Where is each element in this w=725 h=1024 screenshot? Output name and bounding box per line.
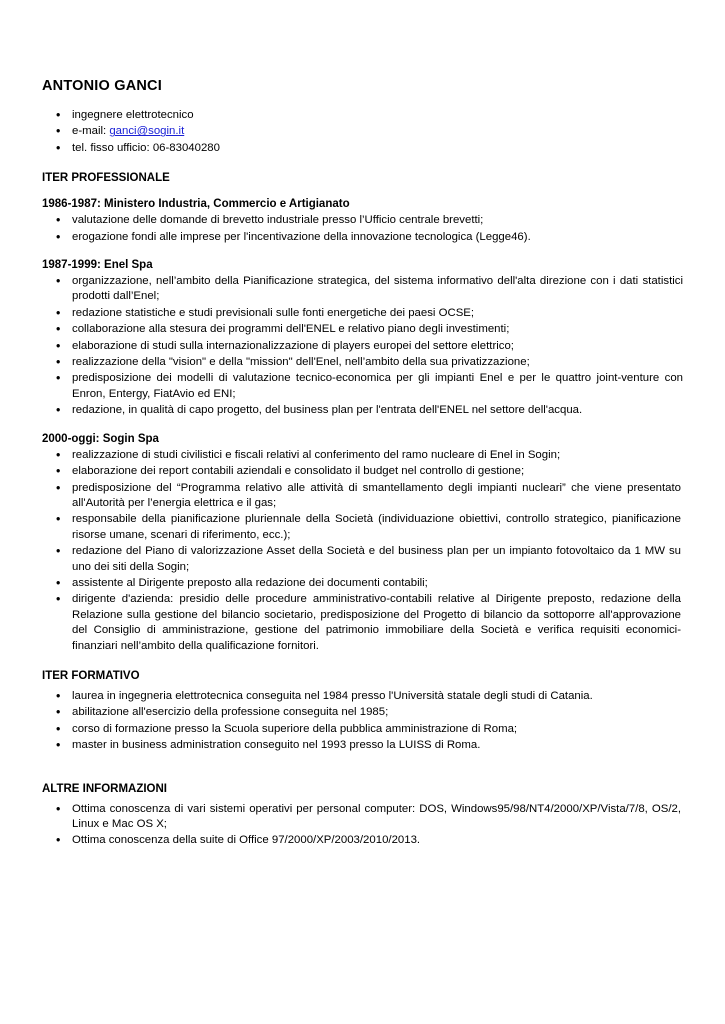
contact-list: [42, 108, 683, 156]
job-items-enel: [42, 274, 683, 419]
formative-items: [42, 689, 683, 754]
section-heading-other: ALTRE INFORMAZIONI: [42, 782, 167, 795]
list-item: • abilitazione all'esercizio della professione conseguita nel 1985;: [42, 705, 683, 720]
job-items-ministero: [42, 213, 683, 245]
job-items-sogin: [42, 448, 683, 654]
list-item: • Ottima conoscenza della suite di Office 97/2000/XP/2003/2010/2013.: [42, 833, 683, 848]
list-item: • assistente al Dirigente preposto alla redazione dei documenti contabili;: [42, 576, 683, 591]
list-item: • responsabile della pianificazione pluriennale della Società (individuazione obiettivi, controllo strategico, pianificazione risorse umane, scenari di riferimento, ecc.);: [42, 512, 683, 543]
job-heading-enel: 1987-1999: Enel Spa: [42, 259, 153, 272]
contact-text: tel. fisso ufficio: 06-83040280: [72, 141, 220, 154]
other-items: [42, 802, 683, 849]
list-item: • elaborazione di studi sulla internazionalizzazione di players europei del settore elettrico;: [42, 339, 683, 354]
list-item: • master in business administration conseguito nel 1993 presso la LUISS di Roma.: [42, 738, 683, 753]
list-item: • elaborazione dei report contabili aziendali e consolidato il budget nel controllo di gestione;: [42, 464, 683, 479]
list-item: • predisposizione dei modelli di valutazione tecnico-economica per gli impianti Enel e per le quattro joint-venture con Enron, Entergy, FiatAvio ed ENI;: [42, 371, 683, 402]
list-item: • dirigente d'azienda: presidio delle procedure amministrativo-contabili relative al Dirigente preposto, redazione della Relazione sulla gestione del bilancio societario, predisposizione del Progetto di bilancio da sottoporre all'approvazione del Consiglio di amministrazione, gestione del patrimonio immobiliare della Società e verifica requisiti economici-finanziari nell’ambito della qualificazione fornitori.: [42, 592, 683, 654]
section-heading-formative: ITER FORMATIVO: [42, 669, 140, 682]
list-item: • redazione statistiche e studi previsionali sulle fonti energetiche dei paesi OCSE;: [42, 306, 683, 321]
list-item: • valutazione delle domande di brevetto industriale presso l’Ufficio centrale brevetti;: [42, 213, 683, 228]
list-item: • Ottima conoscenza di vari sistemi operativi per personal computer: DOS, Windows95/98/NT4/2000/XP/Vista/7/8, OS/2, Linux e Mac OS X;: [42, 802, 683, 833]
list-item: • realizzazione della "vision" e della "mission" dell'Enel, nell’ambito della sua privatizzazione;: [42, 355, 683, 370]
list-item: • predisposizione del “Programma relativo alle attività di smantellamento degli impianti nucleari” che viene presentato all'Autorità per l’energia elettrica e il gas;: [42, 481, 683, 512]
list-item: • laurea in ingegneria elettrotecnica conseguita nel 1984 presso l'Università statale degli studi di Catania.: [42, 689, 683, 704]
list-item: • realizzazione di studi civilistici e fiscali relativi al conferimento del ramo nucleare di Enel in Sogin;: [42, 448, 683, 463]
contact-text: ingegnere elettrotecnico: [72, 109, 194, 121]
job-heading-ministero: 1986-1987: Ministero Industria, Commercio e Artigianato: [42, 198, 350, 211]
list-item: • organizzazione, nell’ambito della Pianificazione strategica, del sistema informativo dell'alta direzione con i dati statistici prodotti dall’Enel;: [42, 274, 683, 305]
list-item: [42, 108, 683, 123]
list-item: • collaborazione alla stesura dei programmi dell'ENEL e relativo piano degli investimenti;: [42, 322, 683, 337]
job-heading-sogin: 2000-oggi: Sogin Spa: [42, 432, 159, 445]
list-item: [42, 124, 683, 139]
list-item: • erogazione fondi alle imprese per l'incentivazione della innovazione tecnologica (Legge46).: [42, 230, 683, 245]
page-title: ANTONIO GANCI: [42, 78, 162, 94]
list-item: [42, 141, 683, 156]
contact-label: e-mail:: [72, 125, 110, 138]
list-item: • corso di formazione presso la Scuola superiore della pubblica amministrazione di Roma;: [42, 722, 683, 737]
section-heading-professional: ITER PROFESSIONALE: [42, 172, 170, 185]
list-item: • redazione, in qualità di capo progetto, del business plan per l'entrata dell'ENEL nel settore dell'acqua.: [42, 403, 683, 418]
list-item: • redazione del Piano di valorizzazione Asset della Società e del business plan per un impianto fotovoltaico da 1 MW su uno dei siti della Sogin;: [42, 544, 683, 575]
section-spacer: [42, 755, 683, 769]
email-link[interactable]: ganci@sogin.it: [109, 125, 185, 138]
